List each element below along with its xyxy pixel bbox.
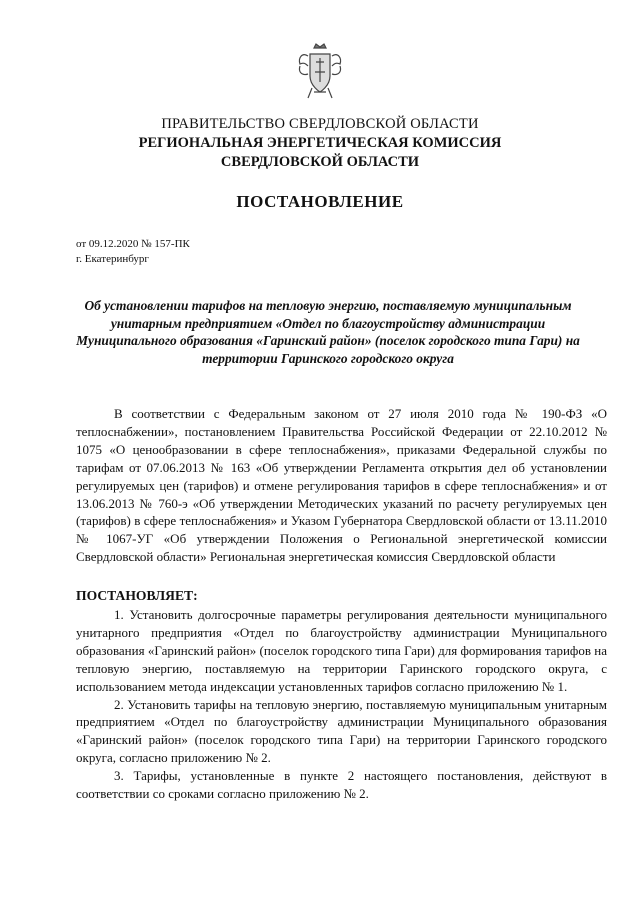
preamble-section (76, 405, 607, 566)
decree-item-2: 2. Установить тарифы на тепловую энергию, поставляемую муниципальным унитарным предприятием «Отдел по благоустройству администрации Муниципального образования «Гаринский район» (поселок городского типа Гари) на территории Гаринского городского округа, согласно приложению № 2. (76, 696, 607, 766)
document-city: г. Екатеринбург (76, 253, 149, 265)
document-subject: Об установлении тарифов на тепловую энергию, поставляемую муниципальным унитарным предприятием «Отдел по благоустройству администрации Муниципального образования «Гаринский район» (поселок городского типа Гари) на территории Гаринского городского округа (76, 298, 580, 366)
decree-items (76, 606, 607, 803)
commission-name-line2: СВЕРДЛОВСКОЙ ОБЛАСТИ (220, 154, 420, 170)
coat-of-arms-icon (296, 42, 344, 102)
document-date-number: от 09.12.2020 № 157-ПК (76, 238, 190, 250)
decree-item-3: 3. Тарифы, установленные в пункте 2 настоящего постановления, действуют в соответствии со сроками согласно приложению № 2. (76, 768, 607, 802)
decree-word: ПОСТАНОВЛЯЕТ: (76, 588, 198, 603)
commission-name-line1: РЕГИОНАЛЬНАЯ ЭНЕРГЕТИЧЕСКАЯ КОМИССИЯ (138, 135, 502, 151)
document-type-title: ПОСТАНОВЛЕНИЕ (236, 192, 404, 211)
government-name: ПРАВИТЕЛЬСТВО СВЕРДЛОВСКОЙ ОБЛАСТИ (161, 116, 479, 132)
preamble-paragraph: В соответствии с Федеральным законом от 27 июля 2010 года № 190-ФЗ «О теплоснабжении», постановлением Правительства Российской Федерации от 22.10.2012 № 1075 «О ценообразовании в сфере теплоснабжения», приказами Федеральной службы по тарифам от 07.06.2013 № 163 «Об утверждении Регламента открытия дел об установлении регулируемых цен (тарифов) и отмене регулирования тарифов в сфере теплоснабжения» и от 13.06.2013 № 760-э «Об утверждении Методических указаний по расчету регулируемых цен (тарифов) в сфере теплоснабжения» и Указом Губернатора Свердловской области от 13.11.2010 № 1067-УГ «Об утверждении Положения о Региональной энергетической комиссии Свердловской области» Региональная энергетическая комиссия Свердловской области (76, 406, 607, 565)
decree-item-1: 1. Установить долгосрочные параметры регулирования деятельности муниципального унитарного предприятия «Отдел по благоустройству администрации Муниципального образования «Гаринский район» (поселок городского типа Гари) для формирования тарифов на тепловую энергию, поставляемую на территории Гаринского городского округа, с использованием метода индексации установленных тарифов согласно приложению № 1. (76, 607, 607, 694)
